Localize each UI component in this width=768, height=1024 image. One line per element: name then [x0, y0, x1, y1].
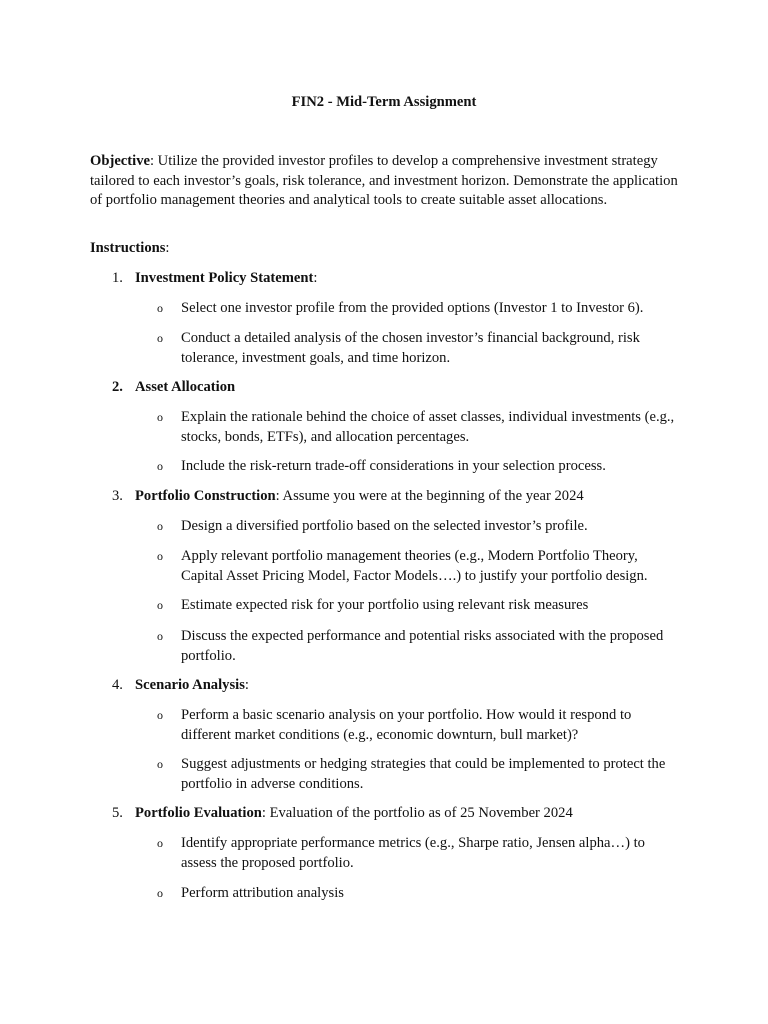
section-number: 2.: [112, 379, 123, 395]
instructions-suffix: :: [165, 240, 170, 256]
section-heading-line: [135, 487, 695, 507]
list-item-text: Suggest adjustments or hedging strategies that could be implemented to protect the portfolio in adverse conditions.: [181, 756, 666, 792]
section-number: 3.: [112, 488, 123, 504]
objective-paragraph: [90, 152, 690, 211]
list-item-text: Perform attribution analysis: [181, 885, 344, 901]
list-item-text: Apply relevant portfolio management theories (e.g., Modern Portfolio Theory, Capital Asset Pricing Model, Factor Models….) to justify your portfolio design.: [181, 548, 648, 584]
objective-text: : Utilize the provided investor profiles to develop a comprehensive investment strategy tailored to each investor’s goals, risk tolerance, and investment horizon. Demonstrate the application of portfolio management theories and analytical tools to create suitable asset allocations.: [90, 153, 678, 209]
list-item-text: Perform a basic scenario analysis on your portfolio. How would it respond to different market conditions (e.g., economic downturn, bull market)?: [181, 707, 632, 743]
section-heading-line: [135, 676, 695, 696]
list-item-text: Discuss the expected performance and potential risks associated with the proposed portfolio.: [181, 628, 664, 664]
document-title: FIN2 - Mid-Term Assignment: [291, 94, 477, 110]
objective-label: Objective: [90, 153, 150, 169]
section-heading-suffix: : Evaluation of the portfolio as of 25 November 2024: [261, 805, 573, 821]
list-item-text: Explain the rationale behind the choice of asset classes, individual investments (e.g., stocks, bonds, ETFs), and allocation percentages.: [181, 409, 675, 445]
bullet-icon: o: [157, 459, 163, 473]
section-number: 4.: [112, 677, 123, 693]
section-heading: Portfolio Evaluation: [135, 805, 262, 821]
section-heading-line: [135, 804, 695, 824]
section-heading-line: [135, 378, 695, 398]
section-number: 1.: [112, 270, 123, 286]
section-heading-line: [135, 269, 695, 289]
instructions-heading: [90, 239, 169, 259]
section-heading: Portfolio Construction: [135, 488, 276, 504]
bullet-icon: o: [157, 757, 163, 771]
list-item-text: Design a diversified portfolio based on the selected investor’s profile.: [181, 518, 588, 534]
list-item-text: Estimate expected risk for your portfolio using relevant risk measures: [181, 597, 589, 613]
instructions-label: Instructions: [90, 240, 166, 256]
section-number: 5.: [112, 805, 123, 821]
section-heading-suffix: :: [244, 677, 249, 693]
bullet-icon: o: [157, 519, 163, 533]
section-heading-suffix: :: [313, 270, 318, 286]
list-item-text: Identify appropriate performance metrics (e.g., Sharpe ratio, Jensen alpha…) to assess the proposed portfolio.: [181, 835, 645, 871]
section-heading: Asset Allocation: [135, 379, 236, 395]
bullet-icon: o: [157, 598, 163, 612]
bullet-icon: o: [157, 708, 163, 722]
bullet-icon: o: [157, 301, 163, 315]
bullet-icon: o: [157, 836, 163, 850]
list-item-text: Select one investor profile from the provided options (Investor 1 to Investor 6).: [181, 300, 644, 316]
section-heading: Scenario Analysis: [135, 677, 245, 693]
list-item-text: Include the risk-return trade-off considerations in your selection process.: [181, 458, 606, 474]
bullet-icon: o: [157, 629, 163, 643]
section-heading-suffix: : Assume you were at the beginning of the year 2024: [275, 488, 584, 504]
list-item-text: Conduct a detailed analysis of the chosen investor’s financial background, risk tolerance, investment goals, and time horizon.: [181, 330, 640, 366]
section-heading: Investment Policy Statement: [135, 270, 314, 286]
bullet-icon: o: [157, 331, 163, 345]
bullet-icon: o: [157, 410, 163, 424]
bullet-icon: o: [157, 549, 163, 563]
bullet-icon: o: [157, 886, 163, 900]
